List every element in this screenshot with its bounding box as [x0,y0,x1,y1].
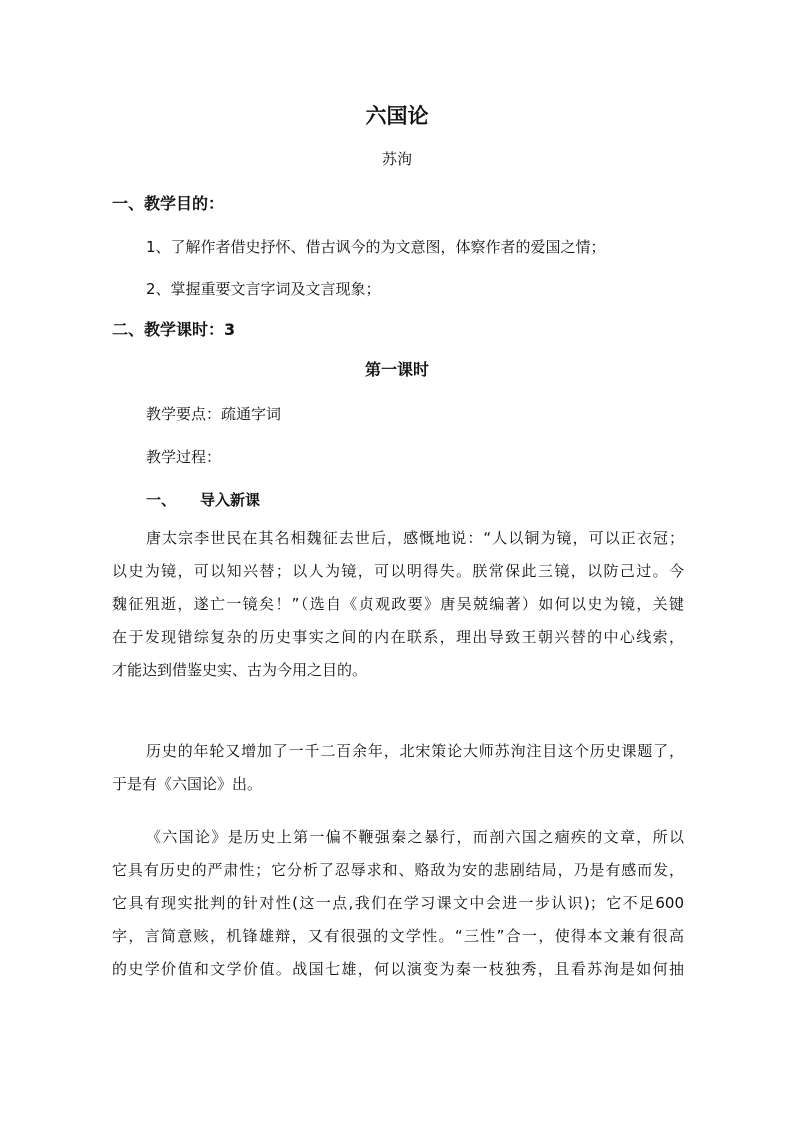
lesson-title: 第一课时 [364,360,429,379]
section-heading-objectives: 一、教学目的： [112,194,225,213]
paragraph-line: 的史学价值和文学价值。战国七雄，何以演变为秦一枝独秀，且看苏洵是如何抽 [112,960,684,978]
paragraph-2 [112,735,684,801]
paragraph-line: 《六国论》是历史上第一偏不鞭强秦之暴行，而剖六国之痼疾的文章，所以 [146,828,684,846]
paragraph-line: 以史为镜，可以知兴替；以人为镜，可以明得失。朕常保此三镜，以防己过。今 [112,562,684,580]
lesson-key-points: 教学要点：疏通字词 [146,405,282,423]
paragraph-line: 在于发现错综复杂的历史事实之间的内在联系，理出导致王朝兴替的中心线索， [112,628,684,646]
document-title: 六国论 [365,104,429,128]
document-author: 苏洵 [381,150,412,168]
paragraph-1 [112,522,684,687]
paragraph-line: 唐太宗李世民在其名相魏征去世后，感慨地说：“人以铜为镜，可以正衣冠； [146,529,684,547]
paragraph-line: 魏征殂逝，遂亡一镜矣！”（选自《贞观政要》唐吴兢编著）如何以史为镜，关键 [112,595,684,613]
objective-item-1: 1、了解作者借史抒怀、借古讽今的为文意图，体察作者的爱国之情； [146,238,606,256]
subsection-title: 导入新课 [200,491,261,509]
paragraph-line: 字，言简意赅，机锋雄辩，又有很强的文学性。“三性”合一，使得本文兼有很高 [112,927,684,945]
paragraph-line: 才能达到借鉴史实、古为今用之目的。 [112,661,368,679]
subsection-number: 一、 [146,491,177,509]
paragraph-line: 它具有现实批判的针对性(这一点,我们在学习课文中会进一步认识)；它不足600 [112,894,684,912]
paragraph-line: 它具有历史的严肃性；它分析了忍辱求和、赂敌为安的悲剧结局，乃是有感而发， [112,861,684,879]
lesson-process-label: 教学过程： [146,448,222,466]
objective-item-2: 2、掌握重要文言字词及文言现象； [146,280,381,298]
paragraph-line: 于是有《六国论》出。 [112,775,263,793]
section-heading-hours: 二、教学课时：3 [112,320,236,339]
subsection-heading [146,488,260,512]
paragraph-3 [112,821,684,986]
paragraph-line: 历史的年轮又增加了一千二百余年，北宋策论大师苏洵注目这个历史课题了， [146,742,684,760]
